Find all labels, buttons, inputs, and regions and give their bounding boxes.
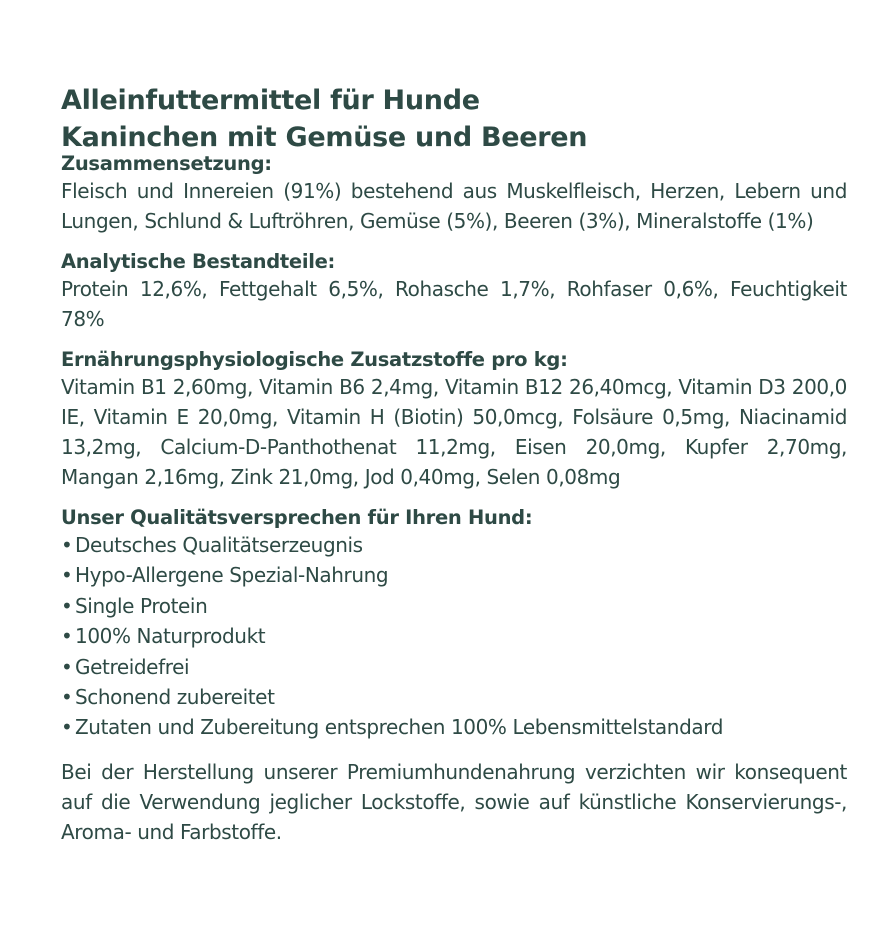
title-line-2: Kaninchen mit Gemüse und Beeren [61, 122, 588, 153]
list-item-label: Deutsches Qualitätserzeugnis [75, 533, 363, 557]
composition-text: Fleisch und Innereien (91%) bestehend aus Muskelfleisch, Herzen, Lebern und Lungen, Schlund & Luftröhren, Gemüse (5%), Beeren (3%), Mineralstoffe (1%) [61, 179, 847, 233]
list-item [61, 682, 847, 712]
list-item [61, 712, 847, 742]
list-item-label: 100% Naturprodukt [75, 624, 266, 649]
bullet-icon: • [61, 685, 73, 710]
quality-section [61, 506, 847, 743]
product-title [61, 82, 847, 156]
outro-text: Bei der Herstellung unserer Premiumhundenahrung verzichten wir konsequent auf die Verwendung jeglicher Lockstoffe, sowie auf künstliche Konservierungs-, Aroma- und Farbstoffe. [61, 759, 847, 844]
outro-section [61, 757, 847, 847]
analytical-text: Protein 12,6%, Fettgehalt 6,5%, Rohasche 1,7%, Rohfaser 0,6%, Feuchtigkeit 78% [61, 277, 847, 331]
list-item-label: Hypo-Allergene Spezial-Nahrung [75, 563, 389, 588]
bullet-icon: • [61, 563, 73, 588]
analytical-heading: Analytische Bestandteile: [61, 250, 336, 273]
list-item [61, 652, 847, 682]
list-item-label: Schonend zubereitet [75, 685, 275, 710]
composition-heading: Zusammensetzung: [61, 152, 272, 175]
analytical-section [61, 250, 847, 334]
additives-text: Vitamin B1 2,60mg, Vitamin B6 2,4mg, Vitamin B12 26,40mcg, Vitamin D3 200,0 IE, Vitamin E 20,0mg, Vitamin H (Biotin) 50,0mcg, Folsäure 0,5mg, Niacinamid 13,2mg, Calcium-D-Panthothenat 11,2mg, Eisen 20,0mg, Kupfer 2,70mg, Mangan 2,16mg, Zink 21,0mg, Jod 0,40mg, Selen 0,08mg [61, 375, 847, 489]
additives-section [61, 348, 847, 492]
quality-list [61, 530, 847, 743]
bullet-icon: • [61, 654, 73, 679]
quality-heading: Unser Qualitätsversprechen für Ihren Hund: [61, 506, 533, 529]
bullet-icon: • [61, 715, 73, 740]
bullet-icon: • [61, 533, 73, 557]
bullet-icon: • [61, 624, 73, 649]
list-item [61, 560, 847, 590]
bullet-icon: • [61, 593, 73, 618]
list-item [61, 591, 847, 621]
list-item [61, 530, 847, 560]
list-item-label: Single Protein [75, 593, 208, 618]
additives-heading: Ernährungsphysiologische Zusatzstoffe pro kg: [61, 348, 568, 371]
list-item-label: Getreidefrei [75, 654, 190, 679]
composition-section [61, 152, 847, 236]
list-item-label: Zutaten und Zubereitung entsprechen 100% Lebensmittelstandard [75, 715, 723, 740]
product-label [61, 82, 847, 847]
title-line-1: Alleinfuttermittel für Hunde [61, 85, 480, 116]
list-item [61, 621, 847, 651]
